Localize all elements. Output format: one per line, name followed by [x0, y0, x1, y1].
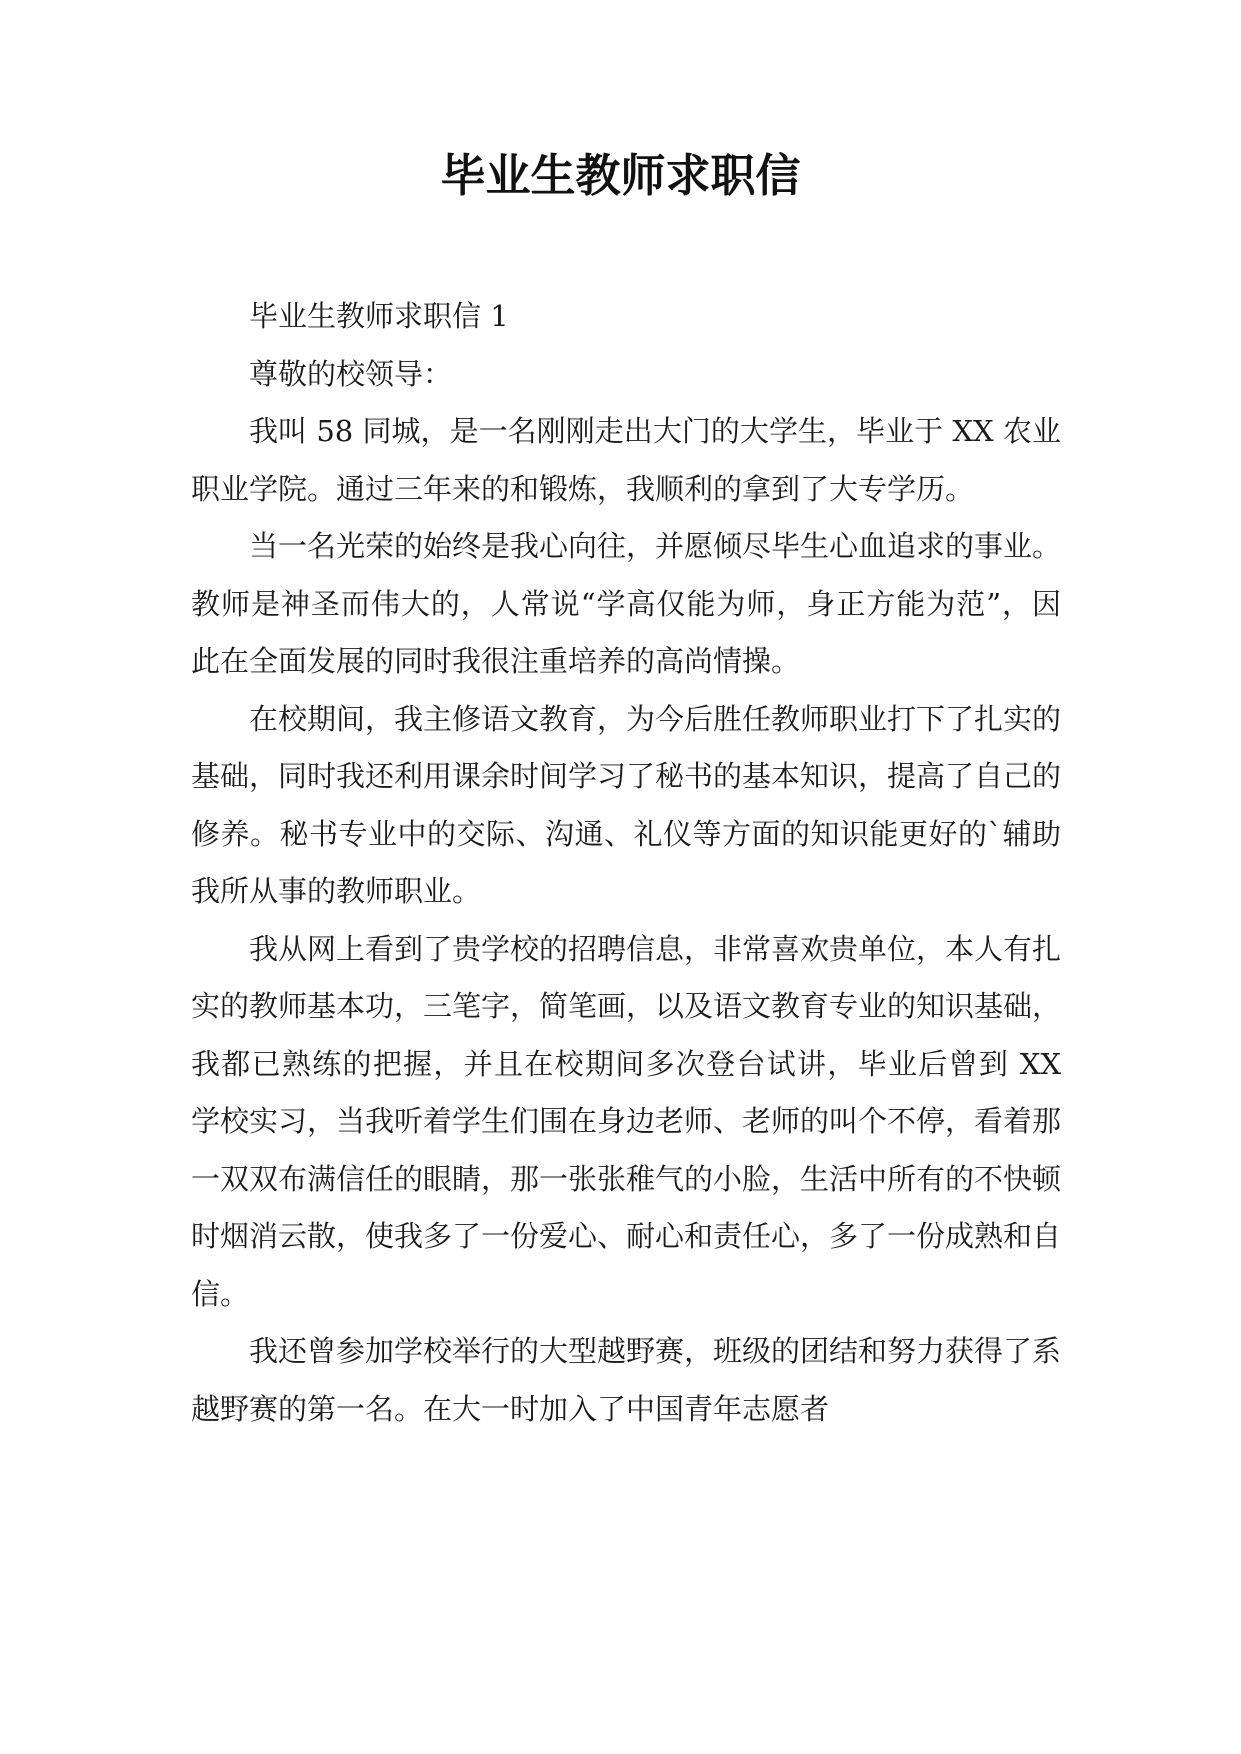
paragraph-study: 在校期间，我主修语文教育，为今后胜任教师职业打下了扎实的基础，同时我还利用课余时间学习了秘书的基本知识，提高了自己的修养。秘书专业中的交际、沟通、礼仪等方面的知识能更好的`辅助我所从事的教师职业。 — [191, 701, 1062, 908]
document-title: 毕业生教师求职信 — [440, 149, 801, 202]
section-heading: 毕业生教师求职信 1 — [249, 299, 509, 333]
paragraph-introduction: 我叫 58 同城，是一名刚刚走出大门的大学生，毕业于 XX 农业职业学院。通过三年来的和锻炼，我顺利的拿到了大专学历。 — [191, 414, 1061, 506]
paragraph-experience: 我从网上看到了贵学校的招聘信息，非常喜欢贵单位，本人有扎实的教师基本功，三笔字，简笔画，以及语文教育专业的知识基础，我都已熟练的把握，并且在校期间多次登台试讲，毕业后曾到 XX 学校实习，当我听着学生们围在身边老师、老师的叫个不停，看着那一双双布满信任的眼睛，那一张张稚气的小脸，生活中所有的不快顿时烟消云散，使我多了一份爱心、耐心和责任心，多了一份成熟和自信。 — [191, 931, 1062, 1311]
document-body — [191, 288, 1061, 1438]
salutation: 尊敬的校领导： — [249, 356, 453, 391]
paragraph-aspiration: 当一名光荣的始终是我心向往，并愿倾尽毕生心血追求的事业。教师是神圣而伟大的，人常说“学高仅能为师，身正方能为范”，因此在全面发展的同时我很注重培养的高尚情操。 — [191, 529, 1062, 678]
paragraph-activities: 我还曾参加学校举行的大型越野赛，班级的团结和努力获得了系越野赛的第一名。在大一时加入了中国青年志愿者 — [191, 1334, 1062, 1426]
